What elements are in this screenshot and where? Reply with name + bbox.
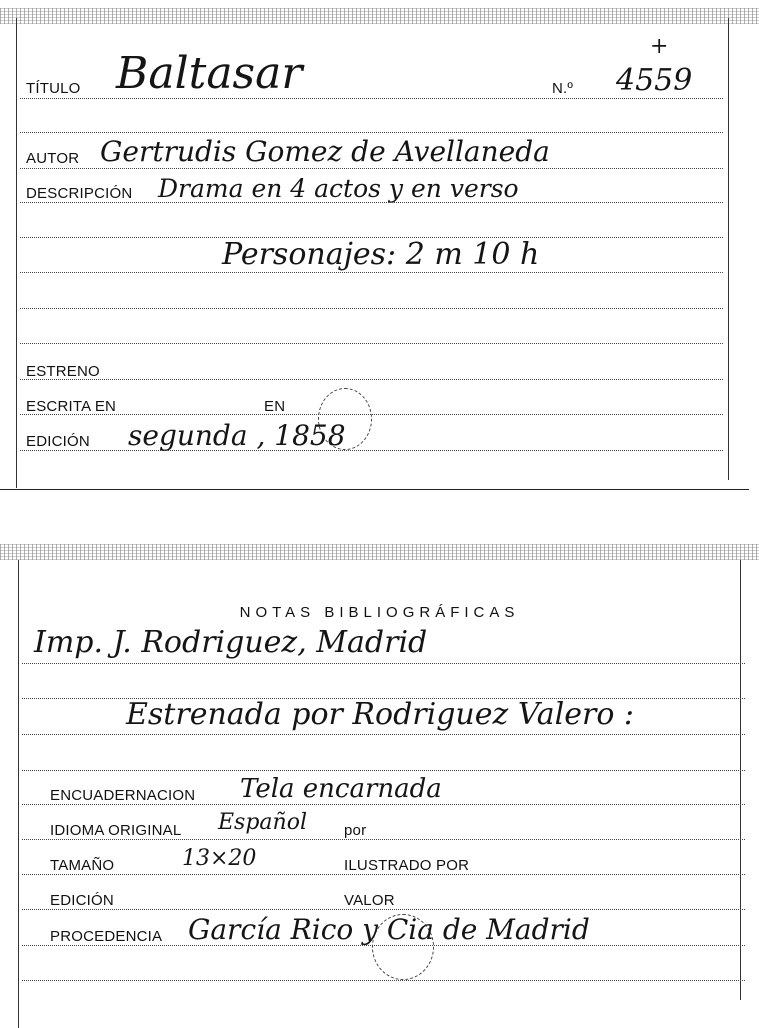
card-right-border [728,18,729,480]
ruled-line [22,980,745,981]
autor-label: AUTOR [26,150,80,167]
valor-label: VALOR [344,892,395,909]
ruled-line [20,168,723,169]
ruled-line [20,202,723,203]
procedencia-label: PROCEDENCIA [50,928,163,945]
escrita-en-label: ESCRITA EN [26,398,117,415]
card-right-border [740,560,741,1000]
tamano-label: TAMAÑO [50,857,115,874]
ruled-line [20,450,723,451]
edicion-label: EDICIÓN [26,433,90,450]
edicion-label-back: EDICIÓN [50,892,114,909]
card-bottom-border [0,489,749,490]
ruled-line [22,874,745,875]
ruled-line [20,272,723,273]
card-left-border [16,18,17,488]
card-top-edge-texture [0,544,759,560]
idioma-original-value: Español [218,810,307,835]
descripcion-value: Drama en 4 actos y en verso [158,174,519,203]
ruled-line [22,804,745,805]
catalog-card-back [0,540,759,1028]
autor-value: Gertrudis Gomez de Avellaneda [100,135,550,168]
estreno-label: ESTRENO [26,363,100,380]
card-top-edge-texture [0,8,759,24]
catalog-card-front [0,0,759,496]
card-left-border [18,560,19,1028]
ruled-line [20,132,723,133]
note-line-2: Estrenada por Rodriguez Valero : [126,697,635,732]
ruled-line [22,909,745,910]
ruled-line [20,98,723,99]
note-line-1: Imp. J. Rodriguez, Madrid [34,625,428,660]
en-label: EN [264,398,286,415]
ilustrado-por-label: ILUSTRADO POR [344,857,470,874]
cross-mark: + [650,34,669,59]
descripcion-label: DESCRIPCIÓN [26,185,133,202]
procedencia-value: García Rico y Cia de Madrid [188,913,590,946]
ruled-line [20,379,723,380]
ruled-line [22,734,745,735]
ruled-line [22,770,745,771]
notes-title: NOTAS BIBLIOGRÁFICAS [239,604,520,621]
personajes-value: Personajes: 2 m 10 h [222,237,540,272]
por-label: por [344,822,367,839]
titulo-label: TÍTULO [26,80,81,97]
encuadernacion-label: ENCUADERNACION [50,787,196,804]
ruled-line [20,308,723,309]
numero-value: 4559 [616,63,693,98]
ruled-line [22,839,745,840]
ruled-line [22,945,745,946]
tamano-value: 13×20 [182,846,257,871]
ruled-line [20,343,723,344]
encuadernacion-value: Tela encarnada [240,774,442,804]
idioma-original-label: IDIOMA ORIGINAL [50,822,182,839]
numero-label: N.º [552,80,574,97]
titulo-value: Baltasar [116,48,303,99]
edicion-value: segunda , 1858 [128,419,346,452]
ruled-line [22,663,745,664]
